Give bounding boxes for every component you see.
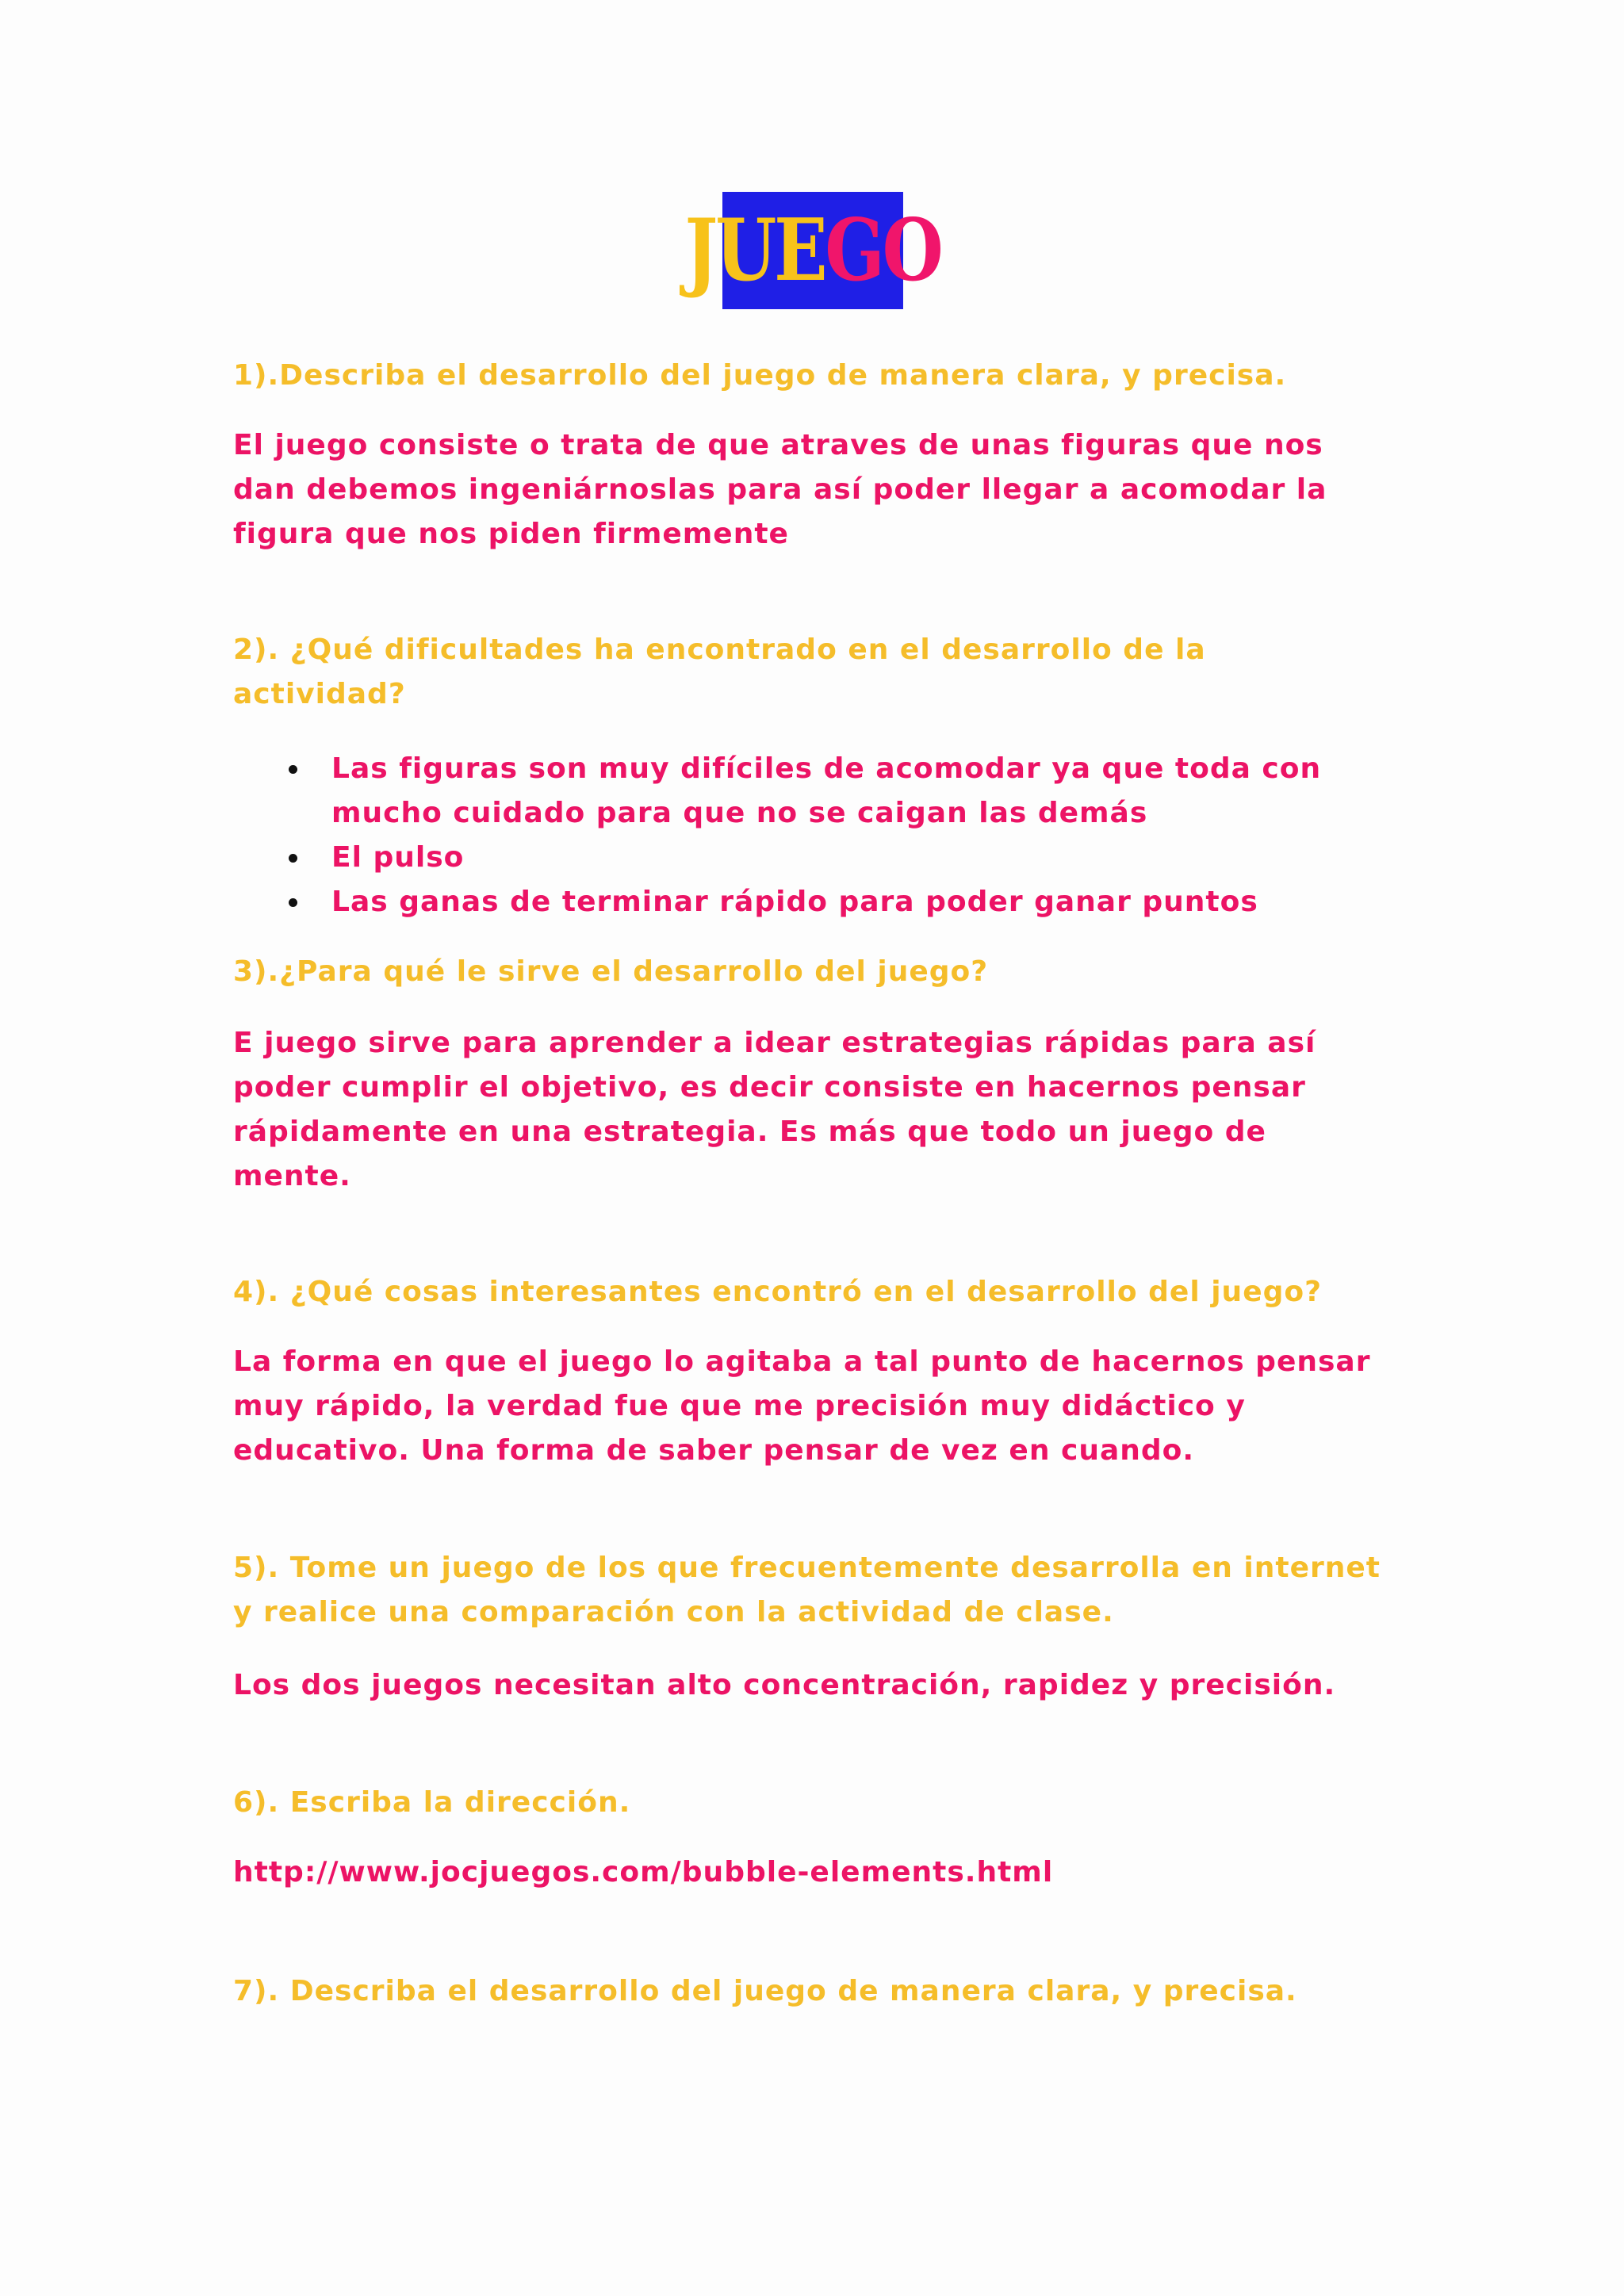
question-1-line: 1).Describa el desarrollo del juego de manera clara, y precisa.	[233, 359, 1287, 392]
answer-1-line-3: figura que nos piden firmemente	[233, 518, 789, 550]
answer-4-line-1: La forma en que el juego lo agitaba a tal punto de hacernos pensar	[233, 1345, 1371, 1378]
bullet-1-line-1: Las figuras son muy difíciles de acomodar ya que toda con	[331, 752, 1322, 785]
bullet-icon	[289, 854, 297, 863]
list-item	[233, 880, 1391, 924]
answer-6-url	[233, 1850, 1391, 1895]
question-2	[233, 628, 1391, 717]
question-7-line: 7). Describa el desarrollo del juego de manera clara, y precisa.	[233, 1975, 1297, 2007]
question-4	[233, 1270, 1391, 1314]
title-part-2: GO	[825, 201, 941, 300]
answer-1-line-2: dan debemos ingeniárnoslas para así poder llegar a acomodar la	[233, 473, 1327, 506]
list-item	[233, 747, 1391, 836]
bullet-1-line-2: mucho cuidado para que no se caigan las demás	[331, 797, 1148, 829]
answer-1-line-1: El juego consiste o trata de que atraves de unas figuras que nos	[233, 429, 1323, 461]
bullet-icon	[289, 765, 297, 774]
question-5-line-1: 5). Tome un juego de los que frecuentemente desarrolla en internet	[233, 1552, 1381, 1584]
answer-3-line-2: poder cumplir el objetivo, es decir consiste en hacernos pensar	[233, 1071, 1306, 1104]
answer-5-line: Los dos juegos necesitan alto concentración, rapidez y precisión.	[233, 1669, 1336, 1701]
title-logo	[684, 192, 941, 309]
difficulties-list	[233, 747, 1391, 924]
answer-4-line-2: muy rápido, la verdad fue que me precisión muy didáctico y	[233, 1390, 1246, 1422]
question-1	[233, 354, 1391, 398]
question-6-line: 6). Escriba la dirección.	[233, 1786, 631, 1819]
question-5	[233, 1546, 1391, 1635]
question-5-line-2: y realice una comparación con la actividad de clase.	[233, 1596, 1114, 1628]
bullet-icon	[289, 898, 297, 907]
title-part-1: JUE	[684, 201, 825, 300]
answer-3-line-1: E juego sirve para aprender a idear estrategias rápidas para así	[233, 1027, 1316, 1059]
question-3-line: 3).¿Para qué le sirve el desarrollo del juego?	[233, 955, 989, 988]
list-item	[233, 836, 1391, 880]
answer-3-line-4: mente.	[233, 1160, 351, 1192]
bullet-3-line-1: Las ganas de terminar rápido para poder ganar puntos	[331, 886, 1258, 918]
answer-5	[233, 1663, 1391, 1708]
question-3	[233, 950, 1391, 994]
answer-4	[233, 1340, 1391, 1473]
url-text: http://www.jocjuegos.com/bubble-elements.html	[233, 1856, 1054, 1888]
bullet-2-line-1: El pulso	[331, 841, 465, 874]
answer-4-line-3: educativo. Una forma de saber pensar de vez en cuando.	[233, 1434, 1195, 1467]
answer-3	[233, 1021, 1391, 1199]
question-2-line-1: 2). ¿Qué dificultades ha encontrado en el desarrollo de la	[233, 633, 1206, 666]
question-2-line-2: actividad?	[233, 678, 406, 710]
question-6	[233, 1781, 1391, 1825]
question-4-line: 4). ¿Qué cosas interesantes encontró en el desarrollo del juego?	[233, 1276, 1322, 1308]
question-7	[233, 1969, 1391, 2014]
answer-1	[233, 423, 1391, 557]
answer-3-line-3: rápidamente en una estrategia. Es más que todo un juego de	[233, 1115, 1266, 1148]
